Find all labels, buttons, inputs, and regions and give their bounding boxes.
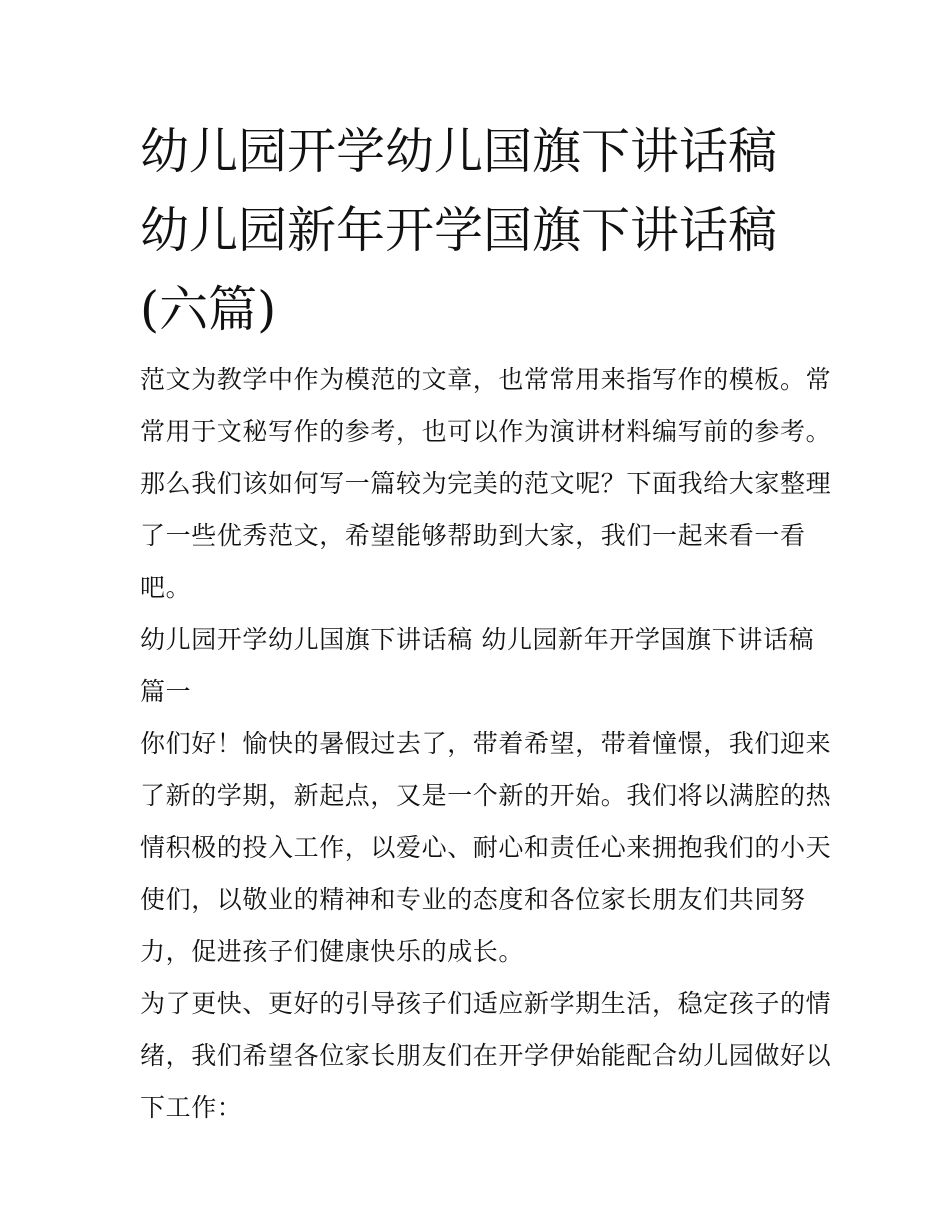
- text-line: 吧。: [140, 573, 192, 602]
- text-line: 篇一: [140, 677, 192, 706]
- title-line-3: (六篇): [140, 281, 277, 338]
- speech-paragraph-2: [140, 978, 832, 1134]
- text-line: 为了更快、更好的引导孩子们适应新学期生活，稳定孩子的情: [140, 989, 832, 1018]
- text-line: 力，促进孩子们健康快乐的成长。: [140, 937, 525, 966]
- document-body: [140, 354, 832, 1134]
- text-line: 使们，以敬业的精神和专业的态度和各位家长朋友们共同努: [140, 885, 806, 914]
- text-line: 你们好！愉快的暑假过去了，带着希望，带着憧憬，我们迎来: [140, 729, 832, 758]
- text-line: 了新的学期，新起点，又是一个新的开始。我们将以满腔的热: [140, 781, 832, 810]
- document-title: [140, 112, 820, 349]
- text-line: 了一些优秀范文，希望能够帮助到大家，我们一起来看一看: [140, 521, 806, 550]
- text-line: 范文为教学中作为模范的文章，也常常用来指写作的模板。常: [140, 365, 832, 394]
- intro-paragraph: [140, 354, 832, 614]
- text-line: 幼儿园开学幼儿国旗下讲话稿 幼儿园新年开学国旗下讲话稿: [140, 625, 815, 654]
- text-line: 绪，我们希望各位家长朋友们在开学伊始能配合幼儿园做好以: [140, 1041, 832, 1070]
- title-line-2: 幼儿园新年开学国旗下讲话稿: [140, 202, 778, 259]
- speech-paragraph-1: [140, 718, 832, 978]
- text-line: 常用于文秘写作的参考，也可以作为演讲材料编写前的参考。: [140, 417, 832, 446]
- text-line: 下工作：: [140, 1093, 243, 1122]
- title-line-1: 幼儿园开学幼儿国旗下讲话稿: [140, 123, 778, 180]
- section-heading: [140, 614, 820, 718]
- text-line: 情积极的投入工作，以爱心、耐心和责任心来拥抱我们的小天: [140, 833, 832, 862]
- text-line: 那么我们该如何写一篇较为完美的范文呢？下面我给大家整理: [140, 469, 832, 498]
